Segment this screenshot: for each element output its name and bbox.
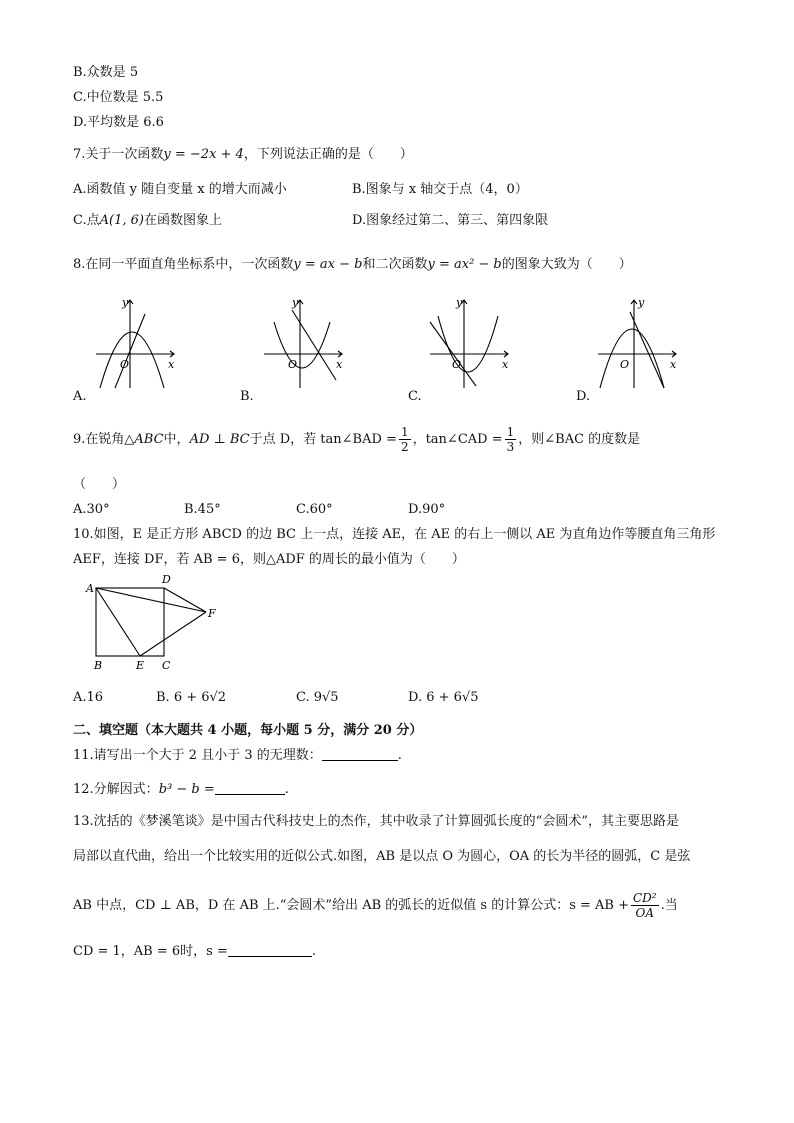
- q13-line1: 13.沈括的《梦溪笔谈》是中国古代科技史上的杰作，其中收录了计算圆弧长度的“会圆术”，其主要思路是: [73, 814, 679, 829]
- q10-option-c: C. 9√5: [296, 690, 339, 705]
- q9-perp: AD ⊥ BC: [189, 432, 250, 447]
- q8-stem: [73, 256, 632, 274]
- q11: [73, 747, 402, 765]
- q10-option-a: A.16: [73, 690, 104, 705]
- graph-c-y-label: y: [456, 296, 463, 309]
- q8-label-c: C.: [408, 389, 422, 404]
- q11-text: 11.请写出一个大于 2 且小于 3 的无理数：: [73, 748, 322, 763]
- q13-line3: [73, 888, 678, 924]
- q9-stem-post: ，则∠BAC 的度数是: [518, 432, 641, 447]
- q8-graph-c: [422, 292, 517, 392]
- q13-line4-text: CD = 1，AB = 6时，s =: [73, 944, 228, 959]
- q11-answer-blank[interactable]: [322, 747, 398, 761]
- graph-b-x-label: x: [336, 358, 343, 371]
- graph-a-x-label: x: [168, 358, 175, 371]
- q9-option-d: D.90°: [408, 502, 446, 517]
- q7-option-d: D.图象经过第二、第三、第四象限: [352, 213, 549, 228]
- q7-option-c-post: 在函数图象上: [143, 213, 222, 228]
- q13-fraction: [631, 891, 659, 920]
- q8-stem-pre: 8.在同一平面直角坐标系中，一次函数: [73, 257, 294, 272]
- q12-answer-blank[interactable]: [215, 781, 285, 795]
- q12: [73, 781, 289, 799]
- q7-option-c-point: A(1, 6): [99, 213, 144, 228]
- q7-option-c: [73, 212, 222, 230]
- q9-frac2-den: 3: [506, 440, 515, 454]
- q13-line4-end: .: [311, 944, 317, 959]
- q9-fraction-2: [505, 425, 517, 454]
- q13-frac-num: CD²: [633, 891, 657, 905]
- q7-stem: [73, 146, 413, 164]
- q10-label-f: F: [208, 607, 216, 620]
- q8-graph-d: [590, 292, 685, 392]
- q10-label-e: E: [136, 659, 145, 672]
- graph-b-y-label: y: [292, 296, 299, 309]
- section2-title: 二、填空题（本大题共 4 小题，每小题 5 分，满分 20 分）: [73, 723, 423, 738]
- q8-quadratic-function: y = ax² − b: [427, 257, 502, 272]
- q10-stem-line1: 10.如图，E 是正方形 ABCD 的边 BC 上一点，连接 AE，在 AE 的右上一侧以 AE 为直角边作等腰直角三角形: [73, 527, 716, 542]
- q9-frac1-num: 1: [400, 425, 409, 439]
- q13-line2: 局部以直代曲，给出一个比较实用的近似公式.如图，AB 是以点 O 为圆心，OA 的长为半径的圆弧，C 是弦: [73, 849, 691, 864]
- q9-option-a: A.30°: [73, 502, 110, 517]
- q9-stem-mid3: ，tan∠CAD =: [412, 432, 503, 447]
- q13-line3-post: .当: [660, 898, 678, 913]
- graph-c-x-label: x: [502, 358, 509, 371]
- q9-option-c: C.60°: [296, 502, 333, 517]
- q9-stem-pre: 9.在锐角: [73, 432, 125, 447]
- q10-label-d: D: [162, 573, 171, 586]
- graph-a-origin: O: [120, 358, 130, 371]
- graph-b-origin: O: [288, 358, 298, 371]
- q9-fraction-1: [399, 425, 411, 454]
- q10-label-b: B: [94, 659, 103, 672]
- q13-answer-blank[interactable]: [228, 943, 312, 957]
- graph-c-origin: O: [452, 358, 462, 371]
- q8-stem-mid: 和二次函数: [362, 257, 428, 272]
- q7-option-a: A.函数值 y 随自变量 x 的增大而减小: [73, 182, 287, 197]
- q10-label-a: A: [86, 582, 94, 595]
- graph-d-origin: O: [620, 358, 630, 371]
- q8-stem-post: 的图象大致为（ ）: [501, 257, 632, 272]
- q13-line3-pre: AB 中点，CD ⊥ AB，D 在 AB 上.“会圆术”给出 AB 的弧长的近似值 s 的计算公式：s = AB +: [73, 898, 629, 913]
- q9-paren: （ ）: [73, 477, 126, 492]
- q13-frac-den: OA: [635, 906, 655, 920]
- q12-text: 12.分解因式：: [73, 782, 159, 797]
- q8-linear-function: y = ax − b: [293, 257, 363, 272]
- q7-option-b: B.图象与 x 轴交于点（4，0）: [352, 182, 528, 197]
- q10-figure: [80, 570, 230, 674]
- q8-graph-b: [256, 292, 351, 392]
- q10-option-b: B. 6 + 6√2: [156, 690, 227, 705]
- q11-end: .: [397, 748, 402, 763]
- q7-option-c-pre: C.点: [73, 213, 100, 228]
- q8-label-b: B.: [240, 389, 254, 404]
- q12-end: .: [284, 782, 289, 797]
- q8-label-d: D.: [576, 389, 591, 404]
- q9-stem: [73, 423, 640, 457]
- q9-stem-mid1: 中，: [163, 432, 190, 447]
- q10-option-d: D. 6 + 6√5: [408, 690, 479, 705]
- q10-stem-line2: AEF，连接 DF，若 AB = 6，则△ADF 的周长的最小值为（ ）: [73, 552, 465, 567]
- q7-stem-pre: 7.关于一次函数: [73, 147, 164, 162]
- q9-option-b: B.45°: [184, 502, 221, 517]
- q9-frac1-den: 2: [400, 440, 409, 454]
- q10-label-c: C: [162, 659, 171, 672]
- q13-line4: [73, 943, 316, 961]
- q8-label-a: A.: [73, 389, 87, 404]
- graph-d-y-label: y: [638, 296, 645, 309]
- q9-triangle: △ABC: [124, 432, 164, 447]
- graph-d-x-label: x: [670, 358, 677, 371]
- q12-expression: b³ − b =: [158, 782, 215, 797]
- q9-frac2-num: 1: [506, 425, 515, 439]
- graph-a-y-label: y: [122, 296, 129, 309]
- q6-option-b: B.众数是 5: [73, 65, 139, 80]
- q9-stem-mid2: 于点 D，若 tan∠BAD =: [249, 432, 397, 447]
- q7-stem-post: ，下列说法正确的是（ ）: [243, 147, 413, 162]
- q8-graph-a: [88, 292, 183, 392]
- q7-function: y = −2x + 4: [163, 147, 244, 162]
- q6-option-d: D.平均数是 6.6: [73, 115, 164, 130]
- q6-option-c: C.中位数是 5.5: [73, 90, 164, 105]
